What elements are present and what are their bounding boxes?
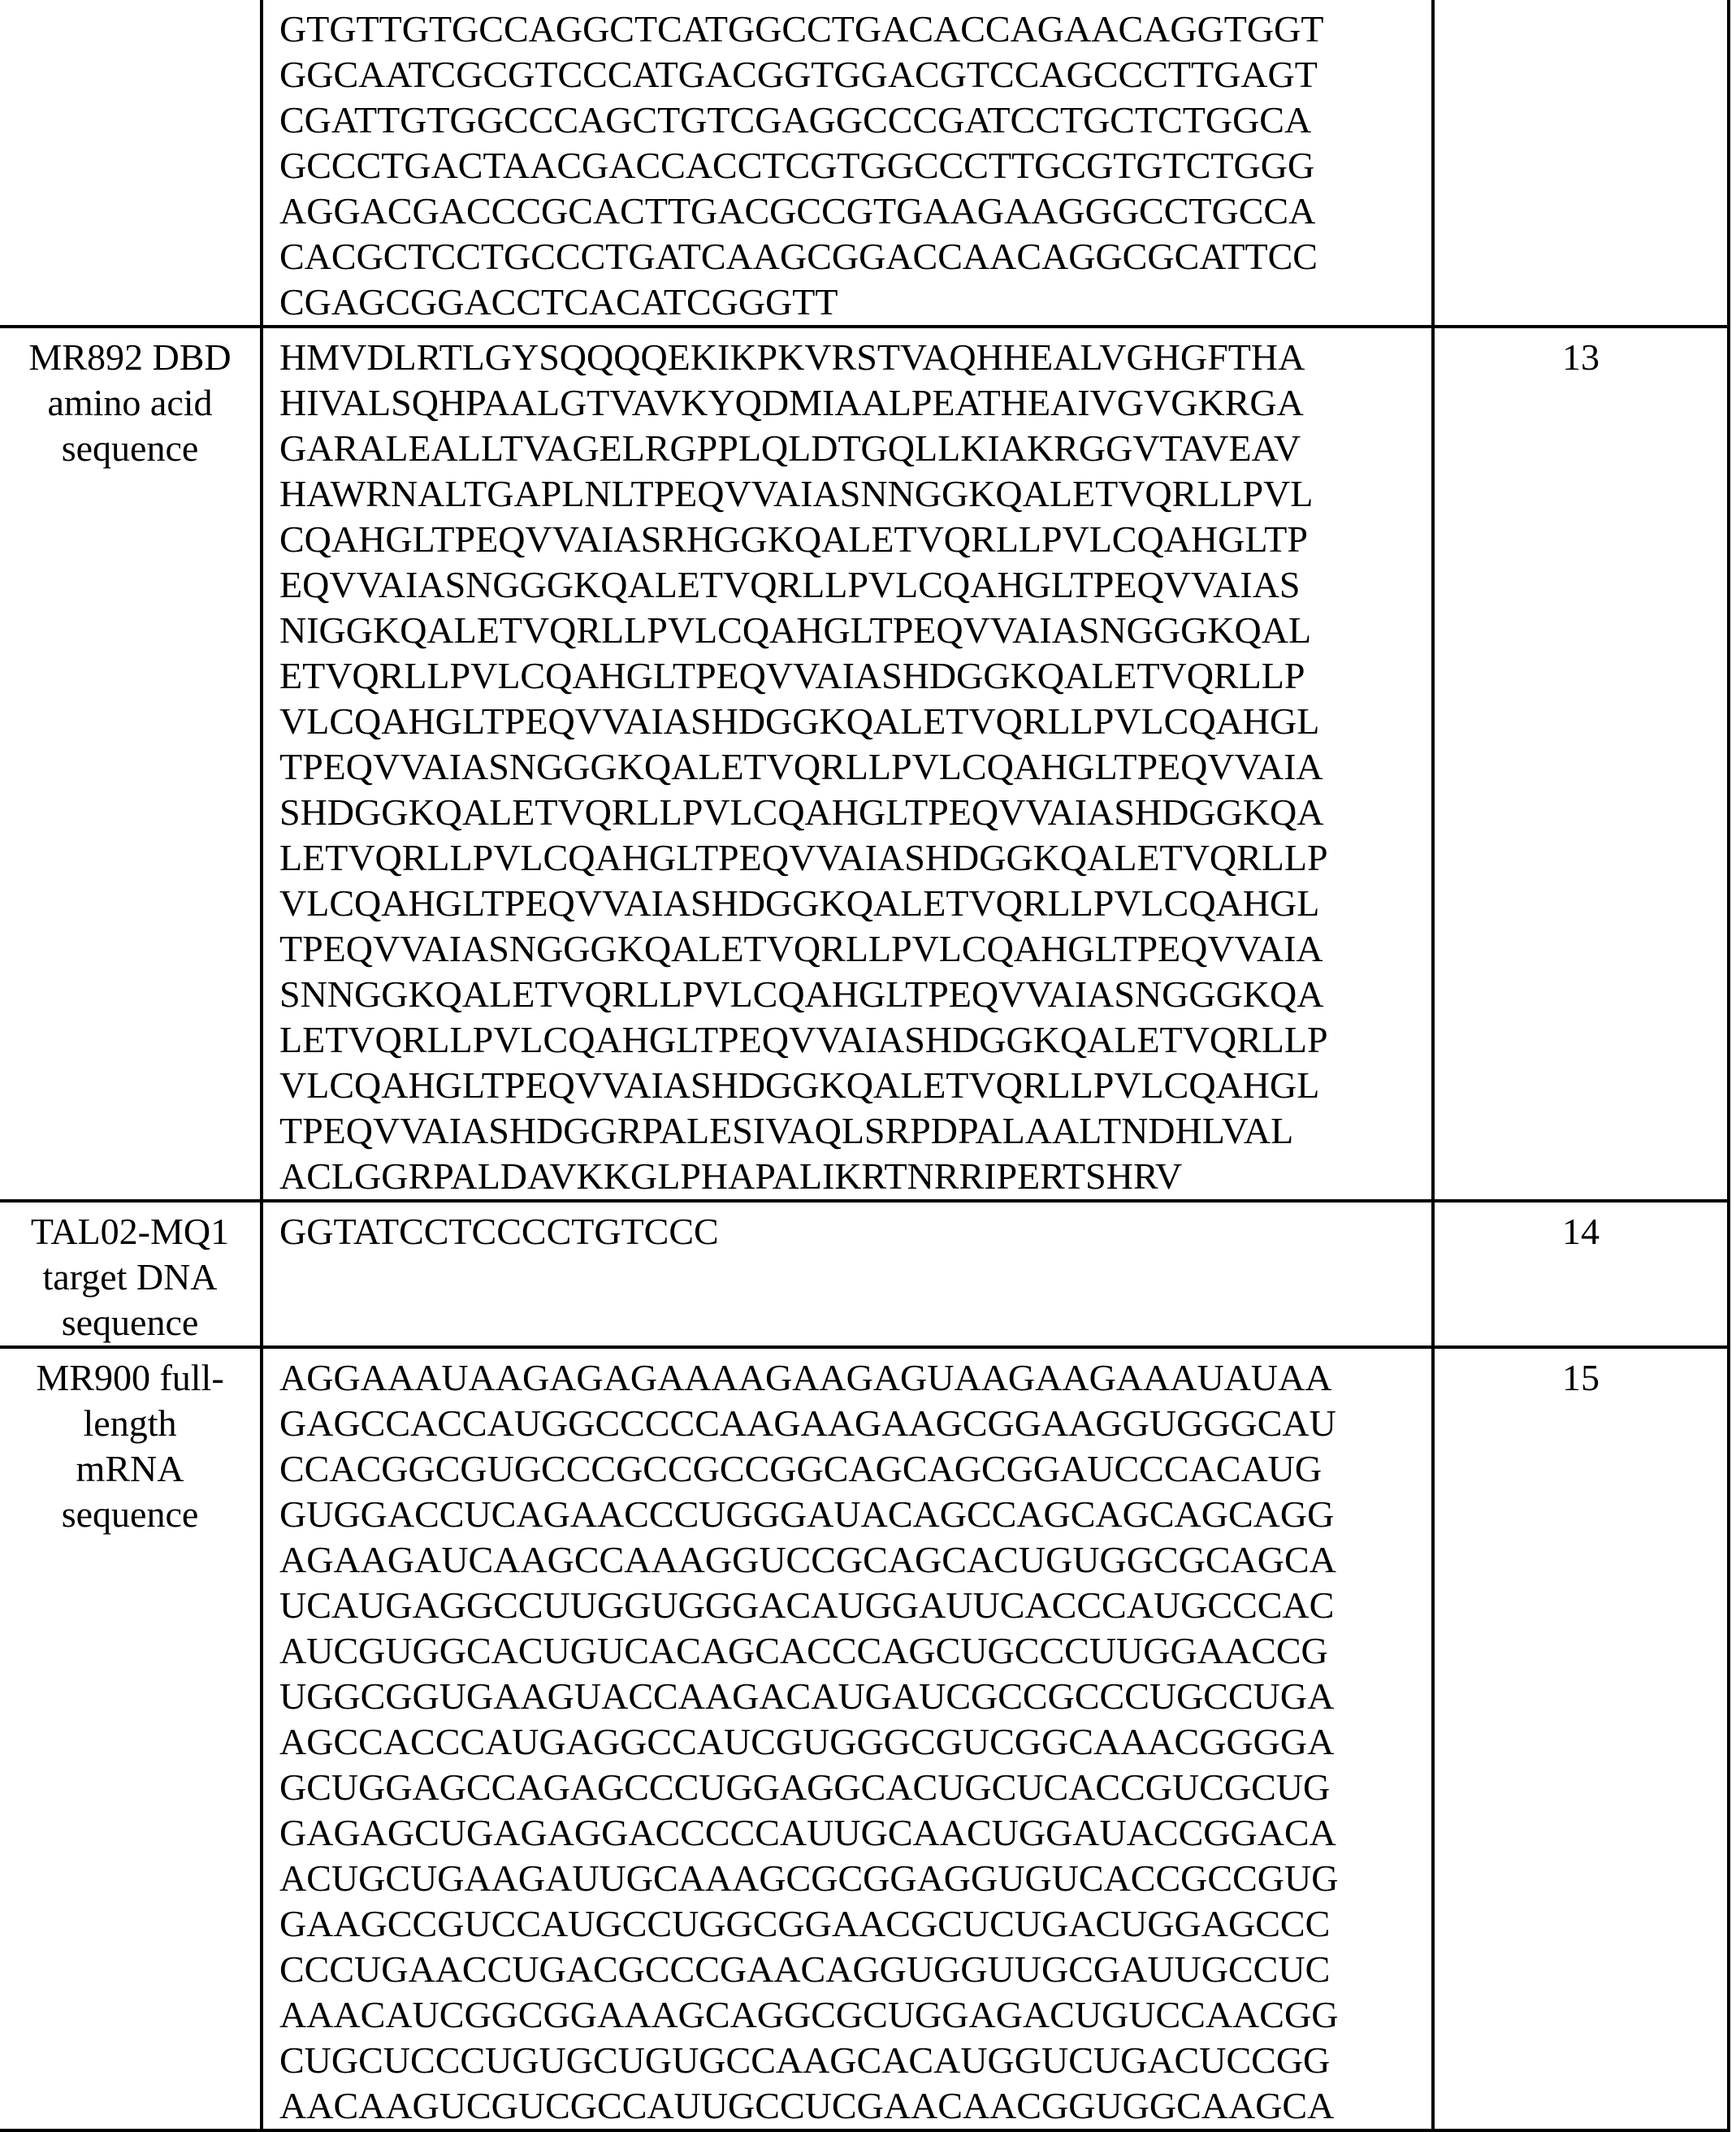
sequence-line: HIVALSQHPAALGTVAVKYQDMIAALPEATHEAIVGVGKRGA xyxy=(279,380,1431,426)
seq-id-number: 13 xyxy=(1435,335,1727,380)
sequence-line: HMVDLRTLGYSQQQQEKIKPKVRSTVAQHHEALVGHGFTHA xyxy=(279,335,1431,380)
sequence-line: GUGGACCUCAGAACCCUGGGAUACAGCCAGCAGCAGCAGG xyxy=(279,1492,1431,1537)
sequence-line: EQVVAIASNGGGKQALETVQRLLPVLCQAHGLTPEQVVAIAS xyxy=(279,562,1431,608)
sequence-line: ETVQRLLPVLCQAHGLTPEQVVAIASHDGGKQALETVQRLLP xyxy=(279,653,1431,699)
sequence-line: GTGTTGTGCCAGGCTCATGGCCTGACACCAGAACAGGTGGT xyxy=(279,6,1431,52)
seq-id-cell xyxy=(1433,0,1729,327)
sequence-name-cell xyxy=(0,327,262,1201)
sequence-line: CGATTGTGGCCCAGCTGTCGAGGCCCGATCCTGCTCTGGCA xyxy=(279,98,1431,143)
sequence-line: VLCQAHGLTPEQVVAIASHDGGKQALETVQRLLPVLCQAHGL xyxy=(279,1063,1431,1108)
sequence-name-line: TAL02-MQ1 xyxy=(0,1209,260,1254)
seq-id-cell xyxy=(1433,1347,1729,2130)
sequence-line: GGTATCCTCCCCTGTCCC xyxy=(279,1209,1431,1254)
sequence-line: GAAGCCGUCCAUGCCUGGCGGAACGCUCUGACUGGAGCCC xyxy=(279,1901,1431,1947)
sequence-line: NIGGKQALETVQRLLPVLCQAHGLTPEQVVAIASNGGGKQAL xyxy=(279,608,1431,653)
sequence-line: CGAGCGGACCTCACATCGGGTT xyxy=(279,280,1431,325)
sequence-line: CQAHGLTPEQVVAIASRHGGKQALETVQRLLPVLCQAHGLTP xyxy=(279,517,1431,562)
sequence-line: UGGCGGUGAAGUACCAAGACAUGAUCGCCGCCCUGCCUGA xyxy=(279,1674,1431,1719)
sequence-line: TPEQVVAIASNGGGKQALETVQRLLPVLCQAHGLTPEQVVAIA xyxy=(279,926,1431,972)
sequence-line: GCCCTGACTAACGACCACCTCGTGGCCCTTGCGTGTCTGGG xyxy=(279,143,1431,188)
sequence-line: CACGCTCCTGCCCTGATCAAGCGGACCAACAGGCGCATTCC xyxy=(279,234,1431,280)
sequence-name-line: sequence xyxy=(0,1300,260,1346)
sequence-line: LETVQRLLPVLCQAHGLTPEQVVAIASHDGGKQALETVQRLLP xyxy=(279,835,1431,881)
sequence-continuation-row xyxy=(0,0,1729,327)
sequence-name-line: MR900 full- xyxy=(0,1355,260,1401)
seq-id-number: 14 xyxy=(1435,1209,1727,1254)
sequence-name-line: sequence xyxy=(0,1492,260,1537)
sequence-name-line: amino acid xyxy=(0,380,260,426)
sequence-line: VLCQAHGLTPEQVVAIASHDGGKQALETVQRLLPVLCQAHGL xyxy=(279,881,1431,926)
mr900-mrna-row xyxy=(0,1347,1729,2130)
sequence-line: LETVQRLLPVLCQAHGLTPEQVVAIASHDGGKQALETVQRLLP xyxy=(279,1017,1431,1063)
tal02-mq1-row xyxy=(0,1201,1729,1347)
sequence-table xyxy=(0,0,1730,2132)
sequence-cell xyxy=(262,1347,1433,2130)
sequence-name-cell xyxy=(0,1201,262,1347)
sequence-name-line: sequence xyxy=(0,426,260,471)
sequence-name-line: target DNA xyxy=(0,1254,260,1300)
sequence-line: TPEQVVAIASHDGGRPALESIVAQLSRPDPALAALTNDHLVAL xyxy=(279,1108,1431,1154)
sequence-line: AGAAGAUCAAGCCAAAGGUCCGCAGCACUGUGGCGCAGCA xyxy=(279,1537,1431,1583)
sequence-line: TPEQVVAIASNGGGKQALETVQRLLPVLCQAHGLTPEQVVAIA xyxy=(279,744,1431,790)
sequence-line: GAGAGCUGAGAGGACCCCCAUUGCAACUGGAUACCGGACA xyxy=(279,1810,1431,1856)
sequence-name-line: MR892 DBD xyxy=(0,335,260,380)
seq-id-cell xyxy=(1433,1201,1729,1347)
sequence-name-line: mRNA xyxy=(0,1446,260,1492)
sequence-line: SHDGGKQALETVQRLLPVLCQAHGLTPEQVVAIASHDGGKQA xyxy=(279,790,1431,835)
sequence-line: ACLGGRPALDAVKKGLPHAPALIKRTNRRIPERTSHRV xyxy=(279,1154,1431,1199)
sequence-line: SNNGGKQALETVQRLLPVLCQAHGLTPEQVVAIASNGGGKQA xyxy=(279,972,1431,1017)
sequence-line: GAGCCACCAUGGCCCCCAAGAAGAAGCGGAAGGUGGGCAU xyxy=(279,1401,1431,1446)
sequence-name-cell xyxy=(0,0,262,327)
sequence-line: AUCGUGGCACUGUCACAGCACCCAGCUGCCCUUGGAACCG xyxy=(279,1628,1431,1674)
sequence-line: GARALEALLTVAGELRGPPLQLDTGQLLKIAKRGGVTAVEAV xyxy=(279,426,1431,471)
sequence-cell xyxy=(262,0,1433,327)
sequence-line: AGCCACCCAUGAGGCCAUCGUGGGCGUCGGCAAACGGGGA xyxy=(279,1719,1431,1765)
seq-id-number: 15 xyxy=(1435,1355,1727,1401)
sequence-line: CCACGGCGUGCCCGCCGCCGGCAGCAGCGGAUCCCACAUG xyxy=(279,1446,1431,1492)
sequence-name-cell xyxy=(0,1347,262,2130)
mr892-dbd-row xyxy=(0,327,1729,1201)
sequence-line: ACUGCUGAAGAUUGCAAAGCGCGGAGGUGUCACCGCCGUG xyxy=(279,1856,1431,1901)
sequence-cell xyxy=(262,1201,1433,1347)
sequence-line: AGGACGACCCGCACTTGACGCCGTGAAGAAGGGCCTGCCA xyxy=(279,188,1431,234)
sequence-line: AACAAGUCGUCGCCAUUGCCUCGAACAACGGUGGCAAGCA xyxy=(279,2083,1431,2129)
sequence-line: HAWRNALTGAPLNLTPEQVVAIASNNGGKQALETVQRLLPVL xyxy=(279,471,1431,517)
seq-id-cell xyxy=(1433,327,1729,1201)
sequence-line: CUGCUCCCUGUGCUGUGCCAAGCACAUGGUCUGACUCCGG xyxy=(279,2038,1431,2083)
sequence-name-line: length xyxy=(0,1401,260,1446)
sequence-line: VLCQAHGLTPEQVVAIASHDGGKQALETVQRLLPVLCQAHGL xyxy=(279,699,1431,744)
sequence-line: GCUGGAGCCAGAGCCCUGGAGGCACUGCUCACCGUCGCUG xyxy=(279,1765,1431,1810)
sequence-line: AGGAAAUAAGAGAGAAAAGAAGAGUAAGAAGAAAUAUAA xyxy=(279,1355,1431,1401)
sequence-line: CCCUGAACCUGACGCCCGAACAGGUGGUUGCGAUUGCCUC xyxy=(279,1947,1431,1992)
sequence-line: UCAUGAGGCCUUGGUGGGACAUGGAUUCACCCAUGCCCAC xyxy=(279,1583,1431,1628)
sequence-cell xyxy=(262,327,1433,1201)
sequence-line: GGCAATCGCGTCCCATGACGGTGGACGTCCAGCCCTTGAGT xyxy=(279,52,1431,98)
sequence-line: AAACAUCGGCGGAAAGCAGGCGCUGGAGACUGUCCAACGG xyxy=(279,1992,1431,2038)
